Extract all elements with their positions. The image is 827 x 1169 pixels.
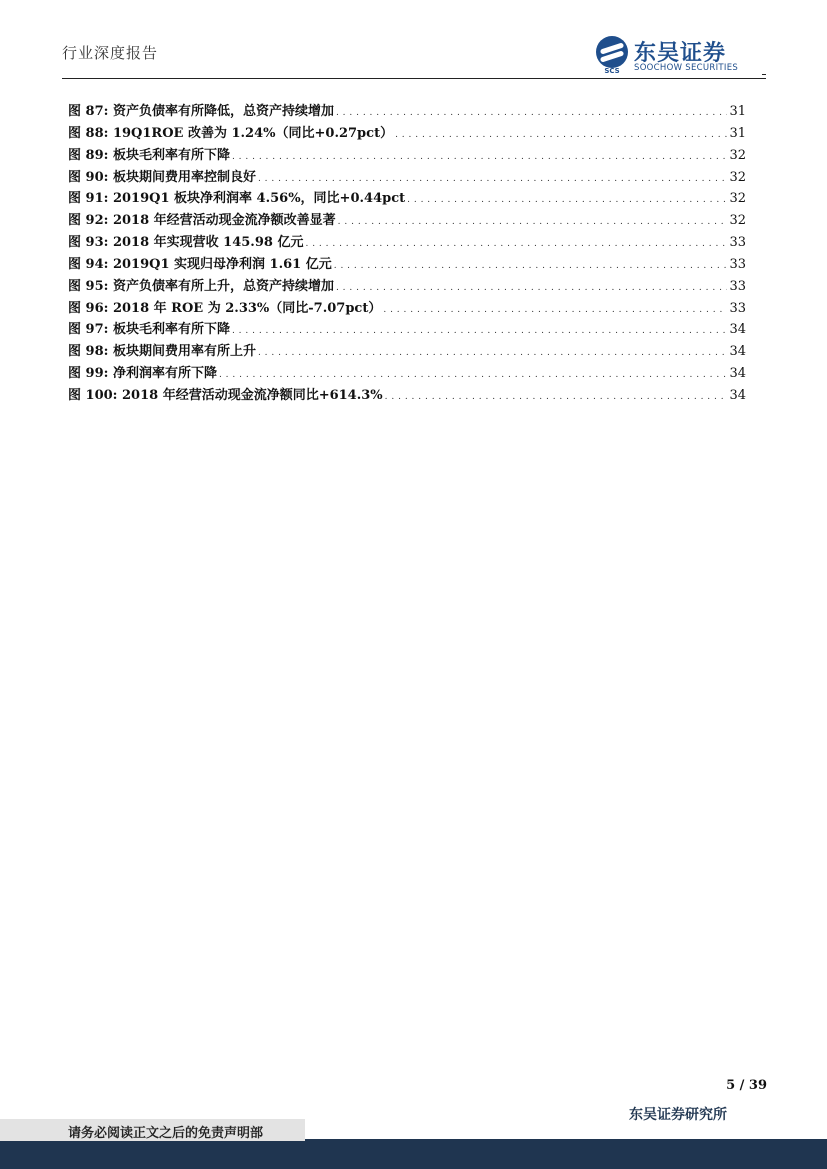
toc-entry-page: 33 — [729, 278, 746, 294]
toc-entry-label: 图 99: 净利润率有所下降 — [68, 366, 217, 382]
toc-entry[interactable] — [68, 318, 746, 340]
toc-dot-leader — [336, 108, 728, 118]
institute-name: 东吴证券研究所 — [629, 1107, 727, 1123]
toc-dot-leader — [232, 326, 728, 336]
footer-bar — [0, 1141, 827, 1169]
toc-dot-leader — [219, 370, 728, 380]
toc-entry-label: 图 95: 资产负债率有所上升，总资产持续增加 — [68, 278, 334, 294]
logo-abbr: SCS — [604, 67, 620, 75]
company-logo — [596, 36, 766, 76]
toc-entry-page: 33 — [729, 256, 746, 272]
toc-entry-label: 图 88: 19Q1ROE 改善为 1.24%（同比+0.27pct） — [68, 125, 394, 141]
scs-logo-icon — [596, 36, 628, 68]
toc-entry-page: 32 — [729, 147, 746, 163]
toc-entry-page: 33 — [729, 235, 746, 251]
toc-entry[interactable] — [68, 253, 746, 275]
toc-entry[interactable] — [68, 362, 746, 384]
toc-entry[interactable] — [68, 297, 746, 319]
toc-entry-page: 34 — [729, 387, 746, 403]
report-type-title: 行业深度报告 — [62, 44, 159, 62]
toc-entry-page: 31 — [729, 125, 746, 141]
toc-dot-leader — [258, 348, 728, 358]
toc-entry-page: 31 — [729, 104, 746, 119]
toc-entry-page: 34 — [729, 322, 746, 338]
toc-dot-leader — [395, 130, 727, 140]
toc-entry[interactable] — [68, 144, 746, 166]
toc-entry[interactable] — [68, 384, 746, 406]
toc-entry-label: 图 100: 2018 年经营活动现金流净额同比+614.3% — [68, 387, 383, 403]
toc-entry-page: 34 — [729, 344, 746, 360]
toc-entry-label: 图 91: 2019Q1 板块净利润率 4.56%，同比+0.44pct — [68, 191, 406, 207]
toc-entry-label: 图 97: 板块毛利率有所下降 — [68, 322, 230, 338]
toc-entry-label: 图 93: 2018 年实现营收 145.98 亿元 — [68, 235, 304, 251]
toc-dot-leader — [334, 261, 728, 271]
toc-entry[interactable] — [68, 275, 746, 297]
toc-entry[interactable] — [68, 231, 746, 253]
toc-entry[interactable] — [68, 209, 746, 231]
toc-dot-leader — [338, 217, 728, 227]
toc-dot-leader — [305, 239, 727, 249]
logo-name-en: SOOCHOW SECURITIES — [634, 63, 739, 73]
toc-entry-label: 图 94: 2019Q1 实现归母净利润 1.61 亿元 — [68, 256, 332, 272]
toc-entry[interactable] — [68, 340, 746, 362]
toc-dot-leader — [385, 392, 728, 402]
disclaimer-notice: 请务必阅读正文之后的免责声明部 — [68, 1126, 264, 1141]
figure-index-list — [68, 100, 746, 406]
toc-entry-label: 图 98: 板块期间费用率有所上升 — [68, 344, 256, 360]
header-divider-tick — [762, 74, 766, 75]
toc-entry-page: 32 — [729, 213, 746, 229]
toc-entry[interactable] — [68, 166, 746, 188]
toc-entry-label: 图 90: 板块期间费用率控制良好 — [68, 169, 256, 185]
page-number: 5 / 39 — [726, 1078, 767, 1093]
toc-entry-page: 32 — [729, 169, 746, 185]
toc-dot-leader — [407, 195, 727, 205]
toc-dot-leader — [258, 174, 728, 184]
logo-name-cn: 东吴证券 — [634, 41, 727, 66]
toc-entry-label: 图 87: 资产负债率有所降低，总资产持续增加 — [68, 104, 334, 119]
toc-dot-leader — [232, 152, 728, 162]
toc-entry-page: 34 — [729, 366, 746, 382]
toc-entry[interactable] — [68, 187, 746, 209]
toc-entry[interactable] — [68, 122, 746, 144]
toc-entry-label: 图 89: 板块毛利率有所下降 — [68, 147, 230, 163]
toc-dot-leader — [383, 305, 727, 315]
toc-entry-label: 图 92: 2018 年经营活动现金流净额改善显著 — [68, 213, 336, 229]
header-divider — [62, 78, 766, 79]
toc-entry[interactable] — [68, 100, 746, 122]
toc-dot-leader — [336, 283, 728, 293]
toc-entry-page: 32 — [729, 191, 746, 207]
toc-entry-label: 图 96: 2018 年 ROE 为 2.33%（同比-7.07pct） — [68, 300, 382, 316]
toc-entry-page: 33 — [729, 300, 746, 316]
